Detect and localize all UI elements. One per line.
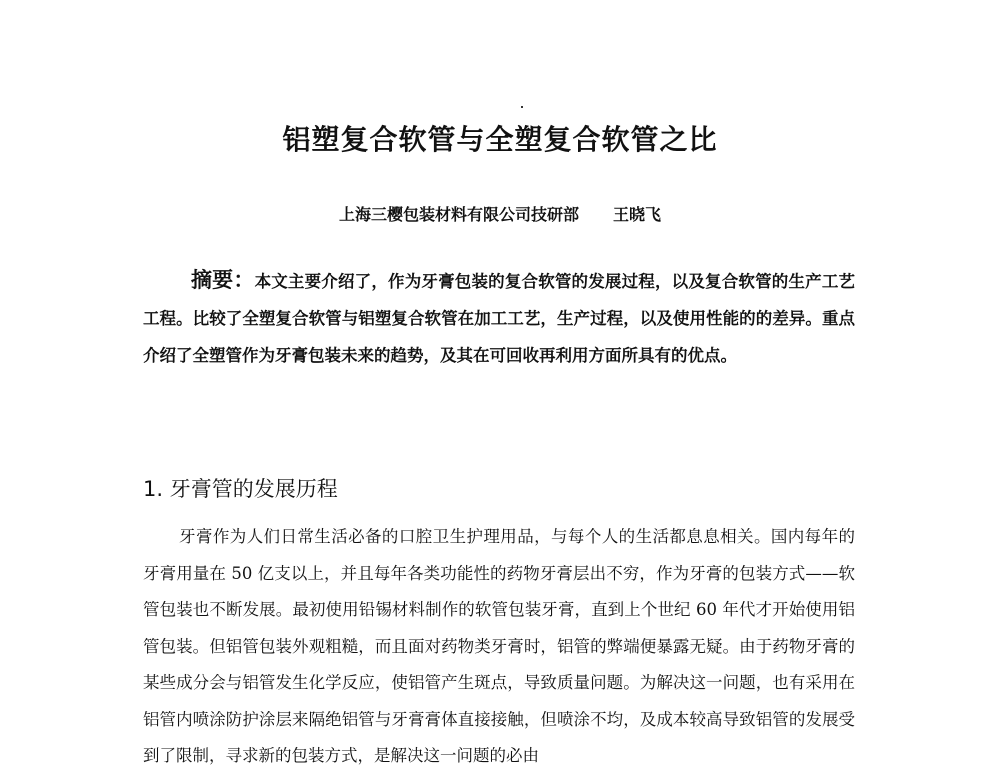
author-line <box>0 202 1000 228</box>
abstract <box>143 262 855 374</box>
scan-speck <box>521 106 523 108</box>
paper-title: 铝塑复合软管与全塑复合软管之比 <box>282 123 718 156</box>
affiliation: 上海三樱包装材料有限公司技研部 <box>338 205 579 224</box>
body-paragraph: 牙膏作为人们日常生活必备的口腔卫生护理用品，与每个人的生活都息息相关。国内每年的牙膏用量在 50 亿支以上，并且每年各类功能性的药物牙膏层出不穷，作为牙膏的包装方式——软管包装也不断发展。最初使用铅锡材料制作的软管包装牙膏，直到上个世纪 60 年代才开始使用铝管包装。但铝管包装外观粗糙，而且面对药物类牙膏时，铝管的弊端便暴露无疑。由于药物牙膏的某些成分会与铝管发生化学反应，使铝管产生斑点，导致质量问题。为解决这一问题，也有采用在铝管内喷涂防护涂层来隔绝铝管与牙膏膏体直接接触，但喷涂不均，及成本较高导致铝管的发展受到了限制，寻求新的包装方式，是解决这一问题的必由 <box>143 527 855 765</box>
author-name: 王晓飞 <box>613 205 662 224</box>
section-heading: 1. 牙膏管的发展历程 <box>143 477 338 501</box>
abstract-text: 本文主要介绍了，作为牙膏包装的复合软管的发展过程，以及复合软管的生产工艺工程。比较了全塑复合软管与铝塑复合软管在加工工艺，生产过程，以及使用性能的的差异。重点介绍了全塑管作为牙膏包装未来的趋势，及其在可回收再利用方面所具有的优点。 <box>143 272 856 365</box>
abstract-label: 摘要： <box>191 268 255 292</box>
